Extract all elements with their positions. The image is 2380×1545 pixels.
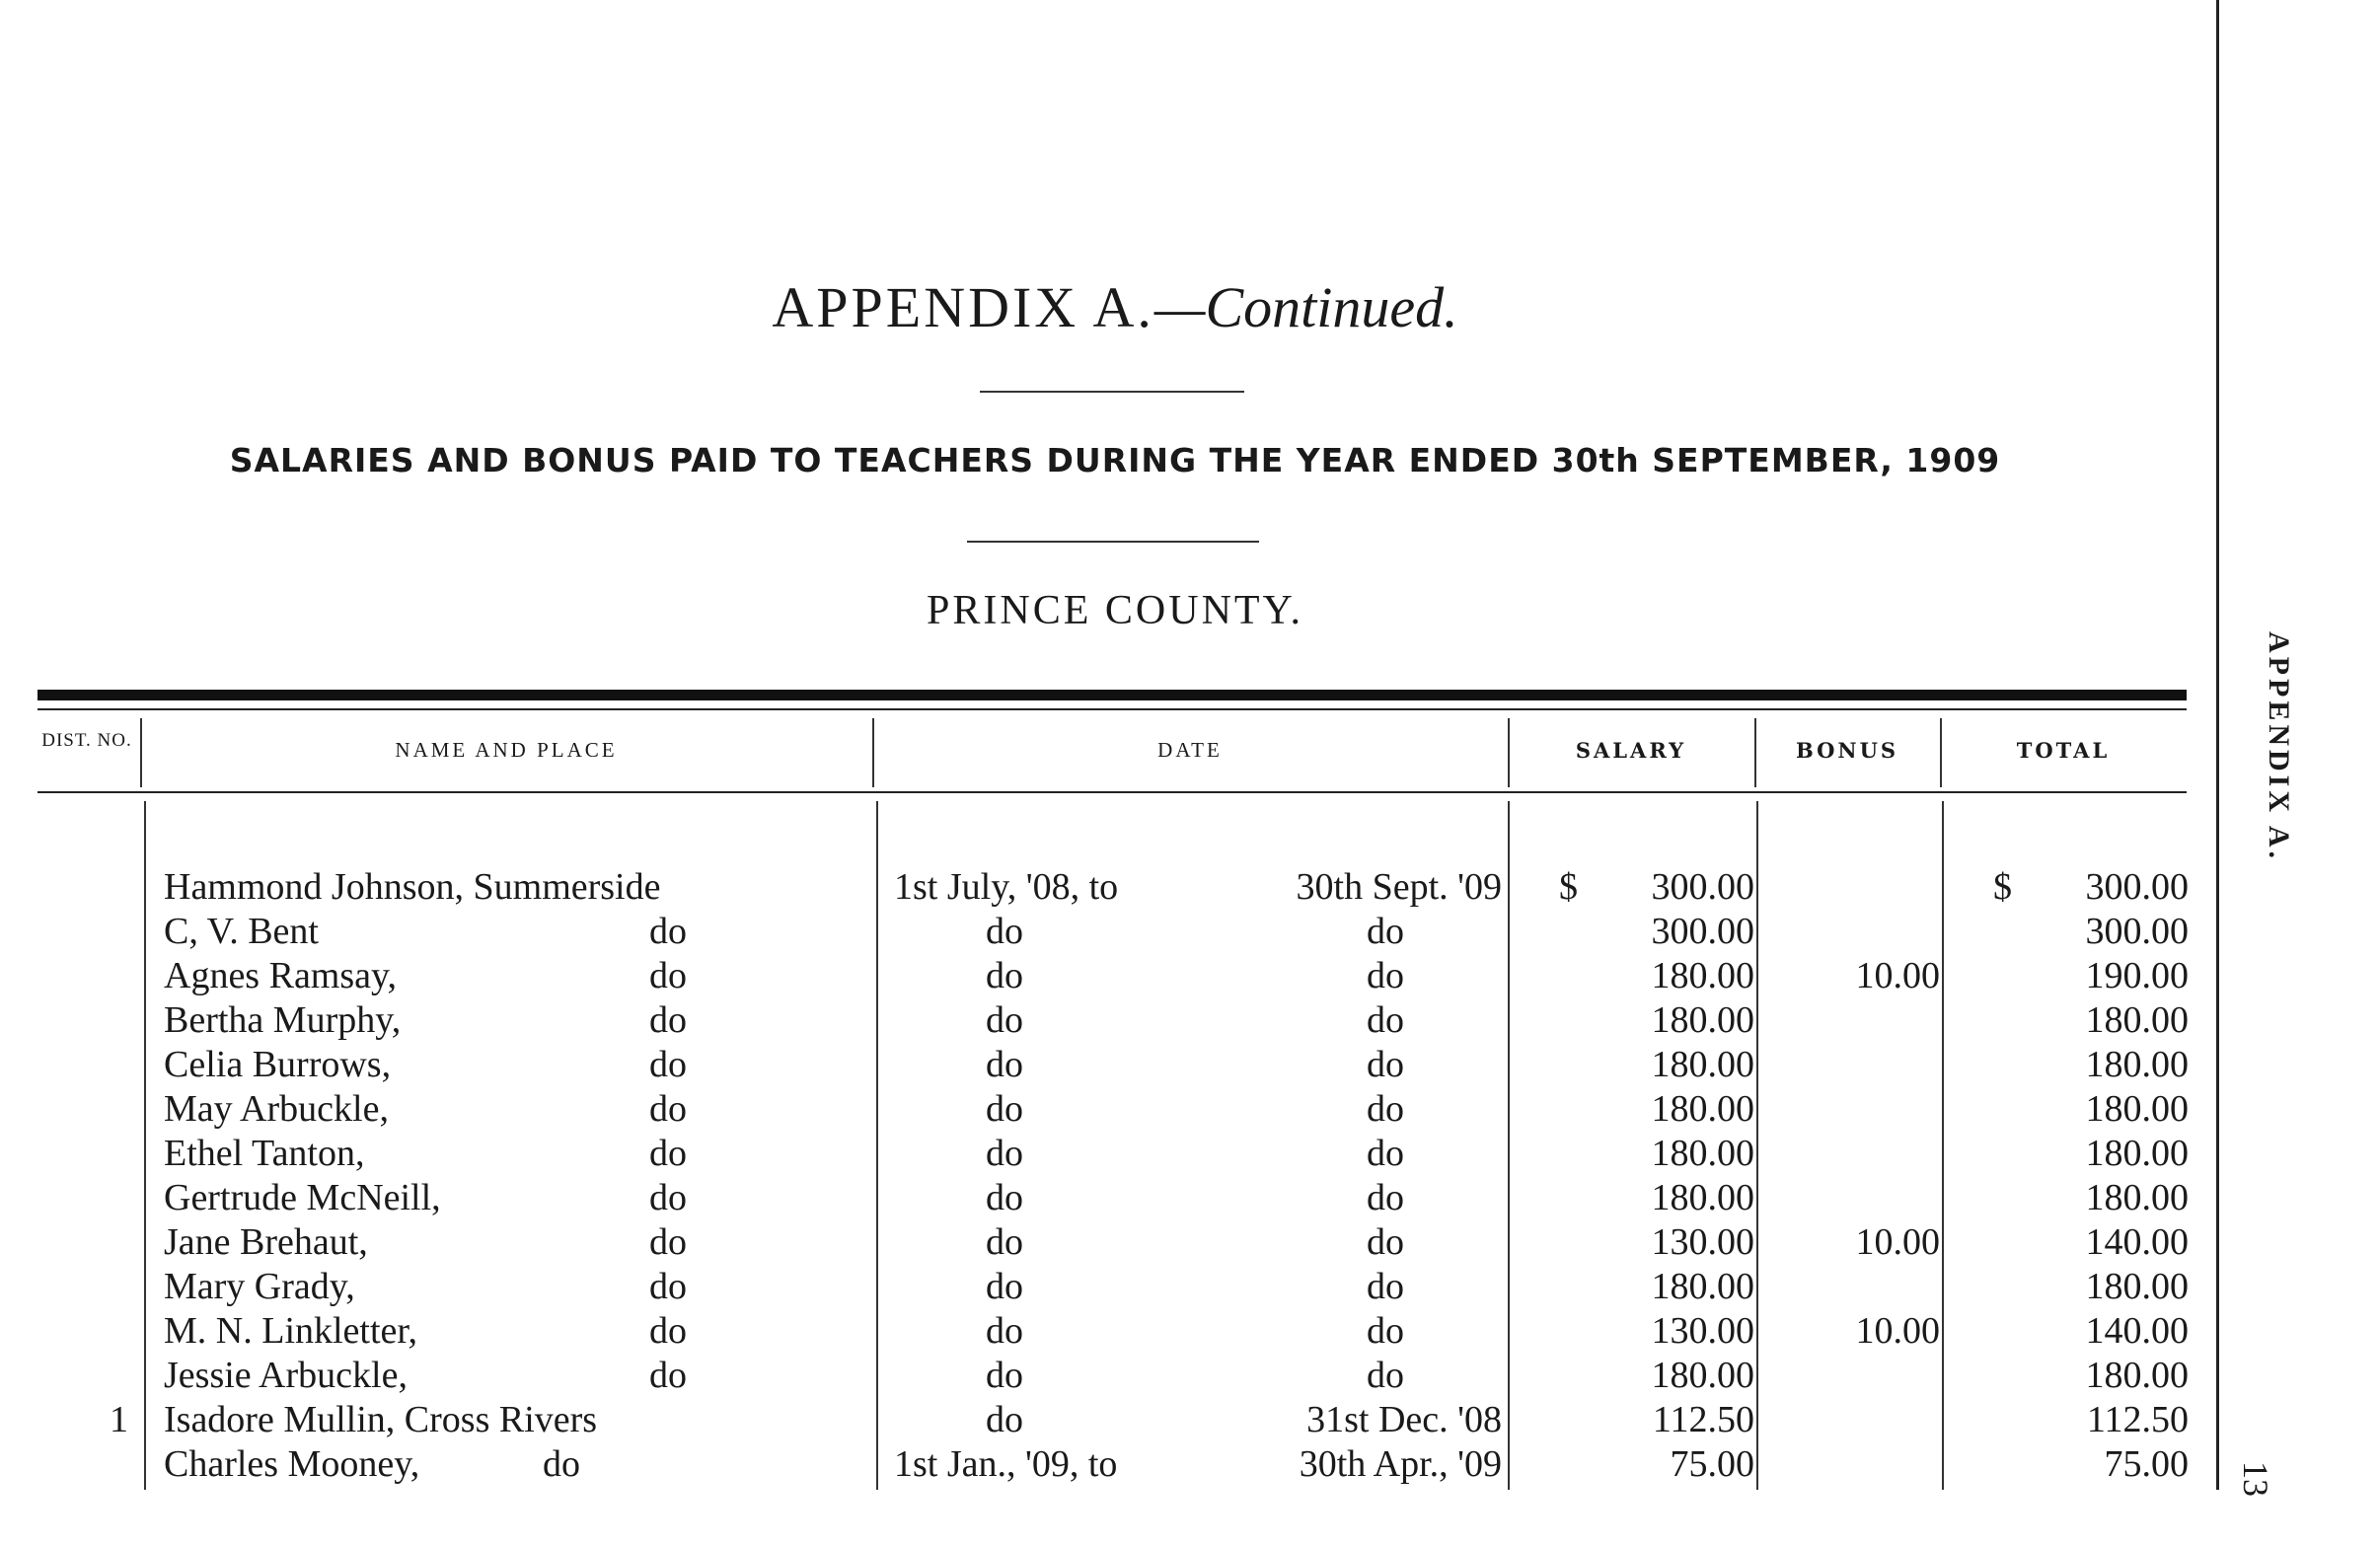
date-to: do xyxy=(1367,955,1404,996)
place-ditto: do xyxy=(649,1310,687,1352)
teacher-name-place: Ethel Tanton, xyxy=(164,1133,365,1174)
salary-value: 180.00 xyxy=(1651,999,1754,1041)
date-from: do xyxy=(986,1088,1023,1130)
place-ditto: do xyxy=(649,999,687,1041)
county-heading: PRINCE COUNTY. xyxy=(927,588,1303,633)
date-to: do xyxy=(1367,911,1404,952)
date-from: do xyxy=(986,1399,1023,1440)
teacher-name-place: C, V. Bent xyxy=(164,911,319,952)
table-row xyxy=(0,865,2230,910)
table-row xyxy=(0,1043,2230,1087)
column-header-bonus: BONUS xyxy=(1795,738,1899,763)
date-from: 1st Jan., '09, to xyxy=(894,1443,1118,1485)
table-subtitle: SALARIES AND BONUS PAID TO TEACHERS DURING THE YEAR ENDED 30th SEPTEMBER, 1909 xyxy=(229,441,2001,479)
place-ditto: do xyxy=(649,955,687,996)
salary-value: 180.00 xyxy=(1651,1177,1754,1218)
place-ditto: do xyxy=(649,1177,687,1218)
date-to: do xyxy=(1367,1266,1404,1307)
table-row xyxy=(0,1087,2230,1132)
bonus-value: 10.00 xyxy=(1855,1310,1940,1352)
date-to: do xyxy=(1367,1177,1404,1218)
teacher-name-place: M. N. Linkletter, xyxy=(164,1310,418,1352)
table-row xyxy=(0,1354,2230,1398)
salary-value: 300.00 xyxy=(1651,911,1754,952)
salary-value: 180.00 xyxy=(1651,955,1754,996)
date-from: do xyxy=(986,1044,1023,1085)
teacher-name-place: Mary Grady, xyxy=(164,1266,355,1307)
dist-number: 1 xyxy=(110,1399,128,1440)
teacher-name-place: Charles Mooney, xyxy=(164,1443,420,1485)
date-from: 1st July, '08, to xyxy=(894,866,1119,908)
table-header-bottom-rule xyxy=(37,791,2187,793)
salary-value: 130.00 xyxy=(1651,1310,1754,1352)
total-value: 180.00 xyxy=(2085,1266,2189,1307)
table-row xyxy=(0,998,2230,1043)
total-value: 180.00 xyxy=(2085,999,2189,1041)
salary-value: 180.00 xyxy=(1651,1355,1754,1396)
table-row xyxy=(0,1309,2230,1354)
teacher-name-place: Jane Brehaut, xyxy=(164,1221,368,1263)
date-from: do xyxy=(986,1221,1023,1263)
total-currency: $ xyxy=(1993,866,2012,908)
salary-value: 180.00 xyxy=(1651,1133,1754,1174)
teacher-name-place: Hammond Johnson, Summerside xyxy=(164,866,661,908)
table-row xyxy=(0,1398,2230,1442)
column-header-total: TOTAL xyxy=(2016,738,2111,763)
total-value: 190.00 xyxy=(2085,955,2189,996)
salary-value: 112.50 xyxy=(1652,1399,1754,1440)
date-from: do xyxy=(986,1266,1023,1307)
date-to: 31st Dec. '08 xyxy=(1306,1399,1502,1440)
table-row xyxy=(0,1176,2230,1220)
date-to: do xyxy=(1367,1133,1404,1174)
total-value: 180.00 xyxy=(2085,1133,2189,1174)
teacher-name-place: Agnes Ramsay, xyxy=(164,955,398,996)
teacher-name-place: Gertrude McNeill, xyxy=(164,1177,441,1218)
salary-value: 75.00 xyxy=(1670,1443,1754,1485)
date-to: do xyxy=(1367,1044,1404,1085)
table-row xyxy=(0,954,2230,998)
total-value: 180.00 xyxy=(2085,1088,2189,1130)
appendix-title-continued: —Continued. xyxy=(1153,275,1458,339)
date-to: do xyxy=(1367,1221,1404,1263)
side-running-head xyxy=(2206,631,2325,868)
date-to: 30th Sept. '09 xyxy=(1296,866,1502,908)
salary-value: 180.00 xyxy=(1651,1266,1754,1307)
place-ditto: do xyxy=(649,1133,687,1174)
table-top-thin-rule xyxy=(37,708,2187,710)
date-from: do xyxy=(986,1133,1023,1174)
date-from: do xyxy=(986,955,1023,996)
salary-currency: $ xyxy=(1559,866,1578,908)
date-from: do xyxy=(986,1177,1023,1218)
teacher-name-place: May Arbuckle, xyxy=(164,1088,389,1130)
column-header-dist: DIST. NO. xyxy=(41,730,132,751)
table-top-rule xyxy=(37,690,2187,700)
column-header-salary: SALARY xyxy=(1575,738,1687,763)
place-ditto: do xyxy=(649,1355,687,1396)
date-from: do xyxy=(986,1310,1023,1352)
table-row xyxy=(0,1220,2230,1265)
place-ditto: do xyxy=(649,1266,687,1307)
column-header-name: NAME AND PLACE xyxy=(395,738,618,762)
place-ditto: do xyxy=(649,1221,687,1263)
date-to: do xyxy=(1367,1310,1404,1352)
date-to: do xyxy=(1367,1355,1404,1396)
teacher-name-place: Bertha Murphy, xyxy=(164,999,402,1041)
salary-value: 130.00 xyxy=(1651,1221,1754,1263)
column-header-date: DATE xyxy=(1157,738,1223,762)
total-value: 300.00 xyxy=(2085,866,2189,908)
total-value: 112.50 xyxy=(2086,1399,2189,1440)
date-to: 30th Apr., '09 xyxy=(1299,1443,1502,1485)
teacher-name-place: Isadore Mullin, Cross Rivers xyxy=(164,1399,598,1440)
appendix-title-main: APPENDIX A. xyxy=(772,275,1154,339)
date-from: do xyxy=(986,999,1023,1041)
total-value: 75.00 xyxy=(2104,1443,2189,1485)
side-running-head-text: APPENDIX A. xyxy=(2263,631,2295,863)
place-ditto: do xyxy=(543,1443,580,1485)
total-value: 180.00 xyxy=(2085,1355,2189,1396)
appendix-title xyxy=(0,274,2230,340)
total-value: 180.00 xyxy=(2085,1044,2189,1085)
page-number: 13 xyxy=(2236,1461,2275,1497)
teacher-name-place: Celia Burrows, xyxy=(164,1044,392,1085)
place-ditto: do xyxy=(649,1088,687,1130)
table-row xyxy=(0,1132,2230,1176)
salary-value: 180.00 xyxy=(1651,1088,1754,1130)
date-from: do xyxy=(986,1355,1023,1396)
table-row xyxy=(0,910,2230,954)
place-ditto: do xyxy=(649,1044,687,1085)
date-from: do xyxy=(986,911,1023,952)
bonus-value: 10.00 xyxy=(1855,1221,1940,1263)
salary-value: 300.00 xyxy=(1651,866,1754,908)
table-row xyxy=(0,1265,2230,1309)
table-row xyxy=(0,1442,2230,1487)
total-value: 300.00 xyxy=(2085,911,2189,952)
teacher-name-place: Jessie Arbuckle, xyxy=(164,1355,408,1396)
subtitle-divider xyxy=(967,541,1259,543)
title-divider xyxy=(980,391,1244,393)
total-value: 180.00 xyxy=(2085,1177,2189,1218)
date-to: do xyxy=(1367,999,1404,1041)
total-value: 140.00 xyxy=(2085,1221,2189,1263)
date-to: do xyxy=(1367,1088,1404,1130)
place-ditto: do xyxy=(649,911,687,952)
bonus-value: 10.00 xyxy=(1855,955,1940,996)
salary-value: 180.00 xyxy=(1651,1044,1754,1085)
total-value: 140.00 xyxy=(2085,1310,2189,1352)
